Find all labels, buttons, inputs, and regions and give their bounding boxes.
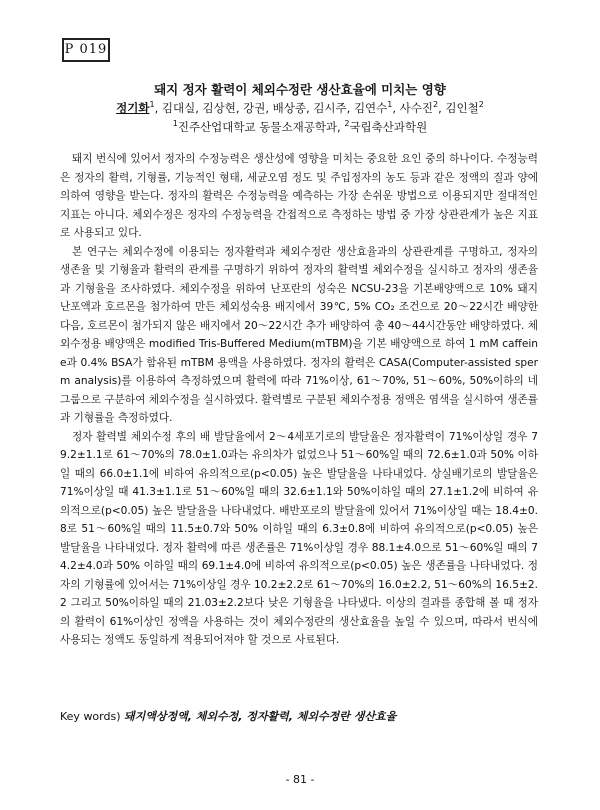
- affiliation-2: 국립축산과학원: [349, 120, 428, 134]
- keywords-label: Key words): [60, 710, 121, 723]
- keywords: [60, 708, 540, 724]
- abstract-paragraph: 정자 활력별 체외수정 후의 배 발달율에서 2～4세포기로의 발달율은 정자활력이 71%이상일 경우 79.2±1.1로 61～70%의 78.0±1.0과는 유의차가 없었으나 51～60%일 때의 72.6±1.0과 50% 이하일 때의 66.0±1.1에 비하여 유의적으로(p<0.05) 높은 발달율을 나타내었다. 상실배기로의 발달율은 71%이상일 때 41.3±1.1로 51～60%일 때의 32.6±1.1와 50%이하일 때의 27.1±1.2에 비하여 유의적으로(p<0.05) 높은 발달율을 나타내었다. 배반포로의 발달율에 있어서 71%이상일 때는 18.4±0.8로 51～60%일 때의 11.5±0.7와 50% 이하일 때의 6.3±0.8에 비하여 유의적으로(p<0.05) 높은 발달율을 나타내었다. 정자 활력에 따른 생존률은 71%이상일 경우 88.1±4.0으로 51～60%일 때의 74.2±4.0과 50% 이하일 때의 69.1±4.0에 비하여 유의적으로(p<0.05) 높은 생존률을 나타내었다. 정자의 기형률에 있어서는 71%이상일 경우 10.2±2.2로 61～70%의 16.0±2.2, 51～60%의 16.5±2.2 그리고 50%이하일 때의 21.03±2.2보다 낮은 기형율을 나타냈다. 이상의 결과를 종합해 볼 때 정자의 활력이 61%이상인 정액을 사용하는 것이 체외수정란의 생산효율을 높일 수 있으며, 따라서 번식에 사용되는 정액도 동일하게 적용되어져야 할 것으로 사료된다.: [60, 430, 538, 646]
- paper-title: 돼지 정자 활력이 체외수정란 생산효율에 미치는 영향: [154, 82, 446, 97]
- abstract-body: [60, 150, 538, 650]
- presenting-author: 정기화: [116, 101, 150, 115]
- author-names: , 사수진: [392, 101, 434, 115]
- page-number: - 81 -: [285, 773, 315, 786]
- affiliations: [0, 119, 600, 135]
- author-list: [0, 100, 600, 116]
- keywords-terms: 돼지액상정액, 체외수정, 정자활력, 체외수정란 생산효율: [124, 710, 397, 723]
- abstract-paragraph: 본 연구는 체외수정에 이용되는 정자활력과 체외수정란 생산효율과의 상관관계를 구명하고, 정자의 생존율 및 기형율과 활력의 관계를 구명하기 위하여 정자의 활력별 체외수정을 실시하고 정자의 생존율과 기형율을 조사하였다. 체외수정을 위하여 난포란의 성숙은 NCSU-23을 기본배양액으로 10% 돼지 난포액과 호르몬을 첨가하여 만든 체외성숙용 배지에서 39℃, 5% CO₂ 조건으로 20～22시간 배양한 다음, 호르몬이 첨가되지 않은 배지에서 20～22시간 추가 배양하여 총 40～44시간동안 배양하였다. 체외수정용 배양액은 modified Tris-Buffered Medium(mTBM)을 기본 배양액으로 하여 1 mM caffeine과 0.4% BSA가 함유된 mTBM 용액을 사용하였다. 정자의 활력은 CASA(Computer-assisted sperm analysis)를 이용하여 측정하였으며 활력에 따라 71%이상, 61～70%, 51～60%, 50%이하의 네 그룹으로 구분하여 체외수정을 실시하였다. 활력별로 구분된 체외수정용 정액은 염색을 실시하여 생존률과 기형률을 측정하였다.: [60, 245, 538, 424]
- author-superscript: 1: [149, 100, 155, 110]
- affiliation-superscript: 2: [344, 119, 350, 129]
- affiliation-1: 진주산업대학교 동물소재공학과,: [177, 120, 345, 134]
- abstract-paragraph: 돼지 번식에 있어서 정자의 수정능력은 생산성에 영향을 미치는 중요한 요인 중의 하나이다. 수정능력은 정자의 활력, 기형률, 기능적인 형태, 세균오염 정도 및 주입정자의 농도 등과 같은 정액의 질과 양에 의하여 영향을 받는다. 정자의 활력은 수정능력을 예측하는 가장 손쉬운 방법으로 이용되지만 절대적인 지표는 아니다. 체외수정은 정자의 수정능력을 간접적으로 측정하는 방법 중 가장 상관관계가 높은 지표로 사용되고 있다.: [60, 153, 538, 239]
- author-names: , 김대실, 김상현, 강권, 배상종, 김시주, 김연수: [154, 101, 388, 115]
- abstract-id-box: P 019: [62, 38, 110, 62]
- author-superscript: 1: [387, 100, 393, 110]
- author-superscript: 2: [478, 100, 484, 110]
- author-names: , 김인철: [438, 101, 479, 115]
- affiliation-superscript: 1: [172, 119, 178, 129]
- author-superscript: 2: [433, 100, 439, 110]
